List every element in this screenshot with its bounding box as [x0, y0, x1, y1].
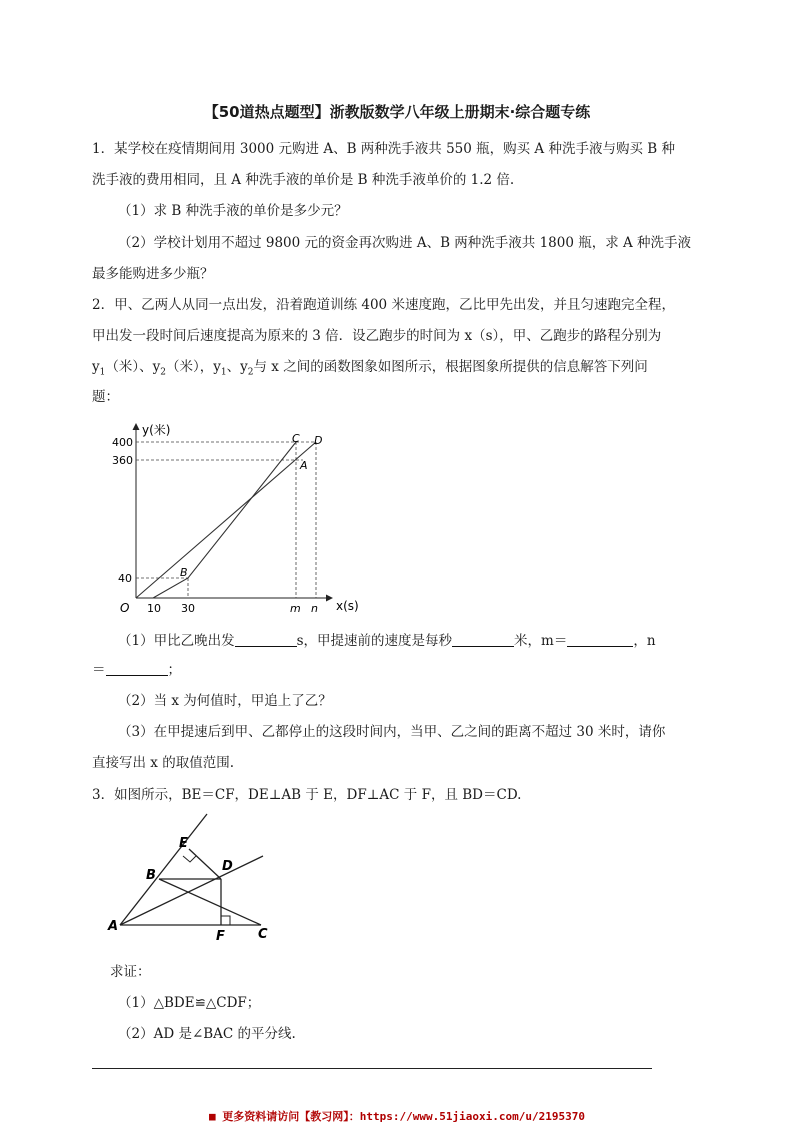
- label-e: E: [179, 836, 188, 851]
- q2-sub1-cont: ＝ ；: [92, 662, 181, 678]
- footer-divider: [92, 1068, 652, 1069]
- tick-n: n: [311, 602, 318, 615]
- tick-30: 30: [181, 602, 195, 615]
- point-c-label: C: [292, 432, 300, 445]
- tick-400: 400: [112, 436, 133, 449]
- q1-line1: 1．某学校在疫情期间用 3000 元购进 A、B 两种洗手液共 550 瓶，购买 A 种洗手液与购买 B 种: [92, 141, 675, 157]
- point-d-label: D: [314, 434, 323, 447]
- label-f: F: [216, 929, 225, 942]
- x-axis-label: x(s): [336, 599, 359, 613]
- q1-sub1: （1）求 B 种洗手液的单价是多少元？: [118, 203, 348, 219]
- line-jia: [153, 442, 296, 598]
- q1-sub2b: 最多能购进多少瓶？: [92, 266, 214, 282]
- q3-line1: 3．如图所示，BE＝CF，DE⊥AB 于 E，DF⊥AC 于 F，且 BD＝CD.: [92, 787, 522, 803]
- y-axis-label: y(米): [142, 423, 171, 437]
- blank-4[interactable]: [106, 661, 168, 676]
- q3-sub1: （1）△BDE≌△CDF；: [118, 995, 261, 1011]
- q2-sub2: （2）当 x 为何值时，甲追上了乙？: [118, 693, 332, 709]
- tick-m: m: [290, 602, 301, 615]
- label-a: A: [108, 919, 119, 934]
- geometry-figure: [105, 810, 280, 942]
- q2-line2: 甲出发一段时间后速度提高为原来的 3 倍．设乙跑步的时间为 x（s），甲、乙跑步的路程分别为: [92, 328, 662, 344]
- q2-sub3b: 直接写出 x 的取值范围.: [92, 755, 234, 771]
- label-d: D: [222, 859, 233, 874]
- line-od: [136, 442, 316, 598]
- blank-1[interactable]: [235, 632, 297, 647]
- q2-line3: $y_1$（米）、$y_2$（米），$y_1$、$y_2$与 x 之间的函数图象如图所示，根据图象所提供的信息解答下列问: [92, 359, 648, 378]
- blank-2[interactable]: [452, 632, 514, 647]
- function-graph: [100, 418, 370, 618]
- origin-label: O: [120, 601, 130, 615]
- q3-proof: 求证：: [110, 964, 151, 980]
- q2-sub3a: （3）在甲提速后到甲、乙都停止的这段时间内，当甲、乙之间的距离不超过 30 米时，请你: [118, 724, 666, 740]
- q2-line1: 2．甲、乙两人从同一点出发，沿着跑道训练 400 米速度跑，乙比甲先出发，并且匀速跑完全程，: [92, 297, 675, 313]
- tick-10: 10: [147, 602, 161, 615]
- label-b: B: [146, 868, 156, 883]
- q1-sub2a: （2）学校计划用不超过 9800 元的资金再次购进 A、B 两种洗手液共 1800 瓶，求 A 种洗手液: [118, 235, 692, 251]
- q2-line4: 题：: [92, 389, 119, 405]
- blank-3[interactable]: [567, 632, 633, 647]
- tick-40: 40: [118, 572, 132, 585]
- q1-line2: 洗手液的费用相同，且 A 种洗手液的单价是 B 种洗手液单价的 1.2 倍.: [92, 172, 515, 188]
- q3-sub2: （2）AD 是∠BAC 的平分线.: [118, 1026, 296, 1042]
- label-c: C: [258, 927, 268, 942]
- page-title: 【50道热点题型】浙教版数学八年级上册期末·综合题专练: [203, 103, 591, 121]
- footer-link[interactable]: ■ 更多资料请访问【教习网】：https://www.51jiaoxi.com/u/2195370: [209, 1110, 585, 1123]
- point-a-label: A: [300, 459, 308, 472]
- tick-360: 360: [112, 454, 133, 467]
- q2-sub1: （1）甲比乙晚出发 s，甲提速前的速度是每秒 米，m＝ ，n: [118, 633, 656, 649]
- point-b-label: B: [180, 566, 188, 579]
